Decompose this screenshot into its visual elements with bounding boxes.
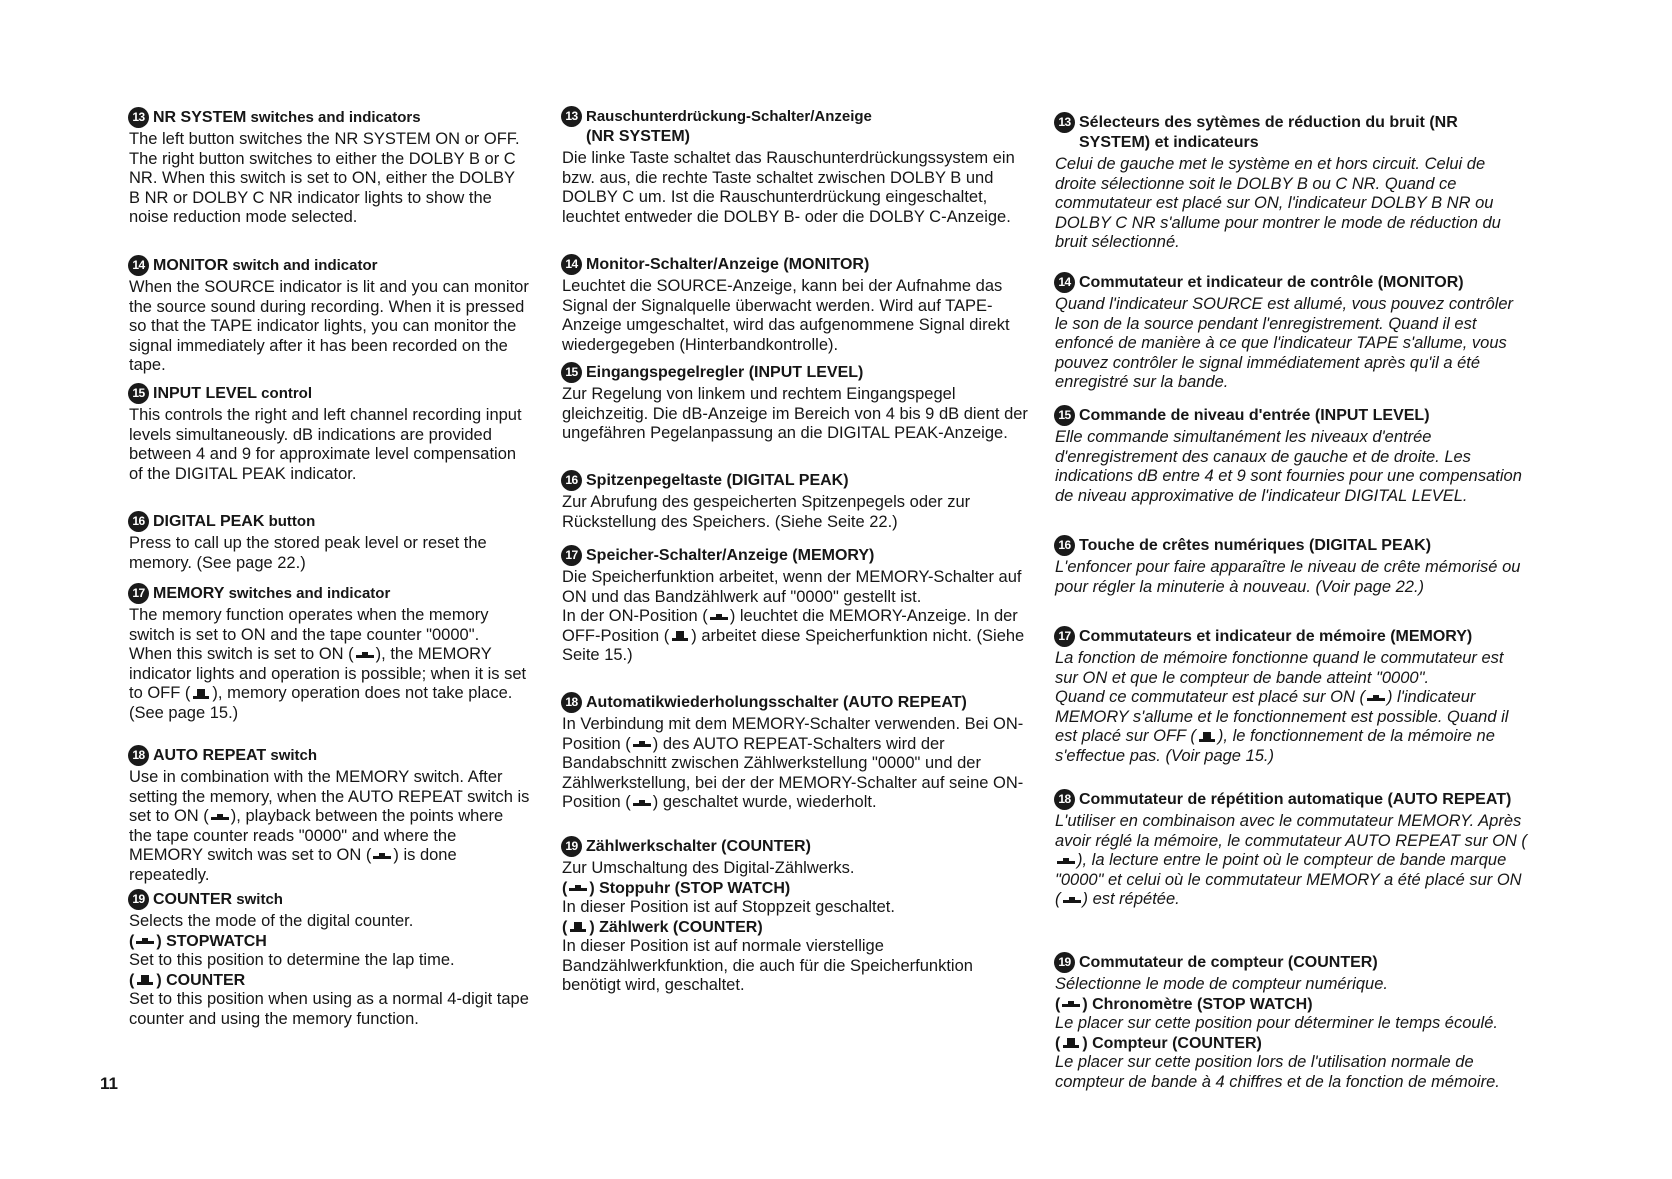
section-body: Use in combination with the MEMORY switch. After setting the memory, when the AUTO REPEAT switch is set to ON ( ), playback between the points where the tape counter reads "0000" and where the MEMORY switch was set to ON ( ) is done repeatedly.	[129, 768, 530, 884]
section-title: Commande de niveau d'entrée (INPUT LEVEL)	[1079, 407, 1430, 424]
de-section-16	[561, 471, 1033, 546]
section-title: AUTO REPEAT switch	[153, 747, 318, 764]
section-title: Sélecteurs des sytèmes de réduction du bruit (NR SYSTEM) et indicateurs	[1079, 114, 1458, 151]
section-body: Celui de gauche met le système en et hors circuit. Celui de droite sélectionne soit le DOLBY B ou C NR. Quand ce commutateur est placé sur ON, l'indicateur DOLBY B NR ou DOLBY C NR s'allume pour montrer le mode de réduction du bruit sélectionné.	[1055, 155, 1501, 251]
switch-off-icon	[1198, 732, 1216, 742]
switch-off-icon	[671, 631, 689, 641]
section-body: Zur Regelung von linkem und rechtem Eingangspegel gleichzeitig. Die dB-Anzeige im Bereich von 4 bis 9 dB dient der ungefähren Pegelanpassung an die DIGITAL PEAK-Anzeige.	[562, 385, 1028, 442]
item-number-17: 17	[561, 545, 582, 566]
section-body: La fonction de mémoire fonctionne quand le commutateur est sur ON et que le compteur de bande atteint "0000". Quand ce commutateur est placé sur ON ( ) l'indicateur MEMORY s'allume et le fonctionnement est possible. Quand il est placé sur OFF ( ), le fonctionnement de la mémoire ne s'effectue pas. (Voir page 15.)	[1055, 649, 1509, 765]
switch-on-icon	[373, 851, 391, 861]
section-title: Commutateurs et indicateur de mémoire (MEMORY)	[1079, 628, 1473, 645]
switch-off-icon	[569, 922, 587, 932]
item-number-15: 15	[561, 362, 582, 383]
item-number-16: 16	[128, 511, 149, 532]
de-section-17	[561, 546, 1033, 693]
switch-on-icon	[633, 798, 651, 808]
item-number-13: 13	[561, 106, 582, 127]
switch-off-icon	[1062, 1038, 1080, 1048]
counter-option-label: ( ) Compteur (COUNTER)	[1055, 1034, 1262, 1052]
item-number-18: 18	[561, 692, 582, 713]
section-body: Zur Umschaltung des Digital-Zählwerks. ( ) Stoppuhr (STOP WATCH) In dieser Position ist auf Stoppzeit geschaltet. ( ) Zählwerk (COUNTER) In dieser Position ist auf normale vierstellige Bandzählwerkfunktion, die auch für die Speicherfunktion benötigt wird, geschaltet.	[561, 859, 1033, 996]
de-section-13	[561, 107, 1033, 255]
de-section-19	[561, 837, 1033, 996]
switch-on-icon	[633, 739, 651, 749]
section-body: Leuchtet die SOURCE-Anzeige, kann bei der Aufnahme das Signal der Signalquelle überwacht werden. Wird auf TAPE-Anzeige umgeschaltet, wird das aufgenommene Signal direkt wiedergegeben (Hinterbandkontrolle).	[562, 277, 1010, 354]
section-body: This controls the right and left channel recording input levels simultaneously. dB indications are provided between 4 and 9 for approximate level compensation of the DIGITAL PEAK indicator.	[129, 406, 522, 483]
item-number-13: 13	[1054, 112, 1075, 133]
section-title: Commutateur de répétition automatique (AUTO REPEAT)	[1079, 791, 1512, 808]
item-number-19: 19	[128, 889, 149, 910]
stopwatch-option-label: ( ) Chronomètre (STOP WATCH)	[1055, 995, 1313, 1013]
en-section-18	[128, 746, 530, 890]
switch-on-icon	[1367, 693, 1385, 703]
section-body: Elle commande simultanément les niveaux d'entrée d'enregistrement des canaux de gauche et de droite. Les indications dB entre 4 et 9 sont fournies pour une compensation de niveau approximative de l'indicateur DIGITAL LEVEL.	[1055, 428, 1522, 505]
item-number-14: 14	[1054, 272, 1075, 293]
section-body: L'utiliser en combinaison avec le commutateur MEMORY. Après avoir réglé la mémoire, le commutateur AUTO REPEAT sur ON (), la lecture entre le point où le compteur de bande marque "0000" et celui où le commutateur MEMORY a été placé sur ON ( ) est répétée.	[1055, 812, 1527, 908]
item-number-15: 15	[128, 383, 149, 404]
section-body: Die Speicherfunktion arbeitet, wenn der MEMORY-Schalter auf ON und das Bandzählwerk auf "0000" gestellt ist. In der ON-Position ( ) leuchtet die MEMORY-Anzeige. In der OFF-Position ( ) arbeitet diese Speicherfunktion nicht. (Siehe Seite 15.)	[562, 568, 1025, 664]
de-section-15	[561, 363, 1033, 471]
fr-section-17	[1054, 627, 1530, 790]
section-body: Quand l'indicateur SOURCE est allumé, vous pouvez contrôler le son de la source pendant l'enregistrement. Quand il est enfoncé de manière à ce que l'indicateur TAPE s'allume, vous pouvez contrôler le signal immédiatement après qu'il a été enregistré sur la bande.	[1055, 295, 1514, 391]
item-number-19: 19	[1054, 952, 1075, 973]
switch-on-icon	[136, 936, 154, 946]
item-number-17: 17	[1054, 626, 1075, 647]
fr-section-15	[1054, 406, 1530, 536]
en-section-14	[128, 256, 530, 384]
section-body: Press to call up the stored peak level or reset the memory. (See page 22.)	[129, 534, 487, 572]
item-number-15: 15	[1054, 405, 1075, 426]
section-title: Commutateur et indicateur de contrôle (MONITOR)	[1079, 274, 1464, 291]
de-section-18	[561, 693, 1033, 837]
fr-section-18	[1054, 790, 1530, 953]
item-number-19: 19	[561, 836, 582, 857]
section-title: Commutateur de compteur (COUNTER)	[1079, 954, 1378, 971]
section-body: Die linke Taste schaltet das Rauschunterdrückungssystem ein bzw. aus, die rechte Taste schaltet zwischen DOLBY B und DOLBY C um. Ist die Rauschunterdrückung eingeschaltet, leuchtet entweder die DOLBY B- oder die DOLBY C-Anzeige.	[562, 149, 1015, 226]
en-section-19	[128, 890, 530, 1029]
switch-on-icon	[211, 812, 229, 822]
en-section-15	[128, 384, 530, 512]
section-title: MEMORY switches and indicator	[153, 585, 391, 602]
item-number-18: 18	[1054, 789, 1075, 810]
item-number-14: 14	[128, 255, 149, 276]
switch-on-icon	[569, 883, 587, 893]
fr-section-19	[1054, 953, 1530, 1092]
section-body: The left button switches the NR SYSTEM ON or OFF. The right button switches to either the DOLBY B or C NR. When this switch is set to ON, either the DOLBY B NR or DOLBY C NR indicator lights to show the noise reduction mode selected.	[129, 130, 520, 226]
switch-off-icon	[136, 975, 154, 985]
section-title: Speicher-Schalter/Anzeige (MEMORY)	[586, 547, 875, 564]
fr-section-16	[1054, 536, 1530, 627]
de-section-14	[561, 255, 1033, 363]
item-number-17: 17	[128, 583, 149, 604]
french-column	[1054, 113, 1530, 1092]
section-body: Sélectionne le mode de compteur numérique. ( ) Chronomètre (STOP WATCH) Le placer sur cette position pour déterminer le temps écoulé. ( ) Compteur (COUNTER) Le placer sur cette position lors de l'utilisation normale de compteur de bande à 4 chiffres et de la fonction de mémoire.	[1054, 975, 1530, 1092]
counter-option-label: ( ) COUNTER	[129, 971, 246, 989]
fr-section-14	[1054, 273, 1530, 406]
section-title: DIGITAL PEAK button	[153, 513, 316, 530]
switch-on-icon	[1057, 856, 1075, 866]
section-body: Zur Abrufung des gespeicherten Spitzenpegels oder zur Rückstellung des Speichers. (Siehe Seite 22.)	[562, 493, 971, 531]
en-section-17	[128, 584, 530, 746]
section-title: MONITOR switch and indicator	[153, 257, 378, 274]
item-number-14: 14	[561, 254, 582, 275]
section-title: Touche de crêtes numériques (DIGITAL PEAK)	[1079, 537, 1432, 554]
item-number-18: 18	[128, 745, 149, 766]
switch-on-icon	[1062, 999, 1080, 1009]
section-body: Selects the mode of the digital counter. ( ) STOPWATCH Set to this position to determine the lap time. ( ) COUNTER Set to this position when using as a normal 4-digit tape counter and using the memory function.	[129, 912, 529, 1028]
switch-off-icon	[192, 689, 210, 699]
section-title: Spitzenpegeltaste (DIGITAL PEAK)	[586, 472, 849, 489]
switch-on-icon	[710, 612, 728, 622]
page-number: 11	[100, 1074, 118, 1093]
en-section-13	[128, 108, 530, 256]
section-title: Monitor-Schalter/Anzeige (MONITOR)	[586, 256, 870, 273]
item-number-16: 16	[1054, 535, 1075, 556]
item-number-13: 13	[128, 107, 149, 128]
section-title: Zählwerkschalter (COUNTER)	[586, 838, 811, 855]
stopwatch-option-label: ( ) Stoppuhr (STOP WATCH)	[562, 879, 791, 897]
section-title: Automatikwiederholungsschalter (AUTO REPEAT)	[586, 694, 967, 711]
section-title: Eingangspegelregler (INPUT LEVEL)	[586, 364, 864, 381]
item-number-16: 16	[561, 470, 582, 491]
english-column	[128, 108, 530, 1029]
fr-section-13	[1054, 113, 1530, 273]
switch-on-icon	[1063, 895, 1081, 905]
stopwatch-option-label: ( ) STOPWATCH	[129, 932, 267, 950]
section-body: The memory function operates when the memory switch is set to ON and the tape counter "0000". When this switch is set to ON ( ), the MEMORY indicator lights and operation is possible; when it is set to OFF ( ), memory operation does not take place. (See page 15.)	[129, 606, 527, 722]
section-body: In Verbindung mit dem MEMORY-Schalter verwenden. Bei ON-Position ( ) des AUTO REPEAT-Schalters wird der Bandabschnitt zwischen Zählwerkstellung "0000" und der Zählwerkstellung, bei der der MEMORY-Schalter auf seine ON-Position ( ) geschaltet wurde, wiederholt.	[562, 715, 1024, 811]
german-column	[561, 107, 1033, 996]
en-section-16	[128, 512, 530, 584]
section-title: NR SYSTEM switches and indicators	[153, 109, 421, 126]
switch-on-icon	[356, 650, 374, 660]
section-title: INPUT LEVEL control	[153, 385, 313, 402]
section-title: COUNTER switch	[153, 891, 283, 908]
section-body: When the SOURCE indicator is lit and you can monitor the source sound during recording. When it is pressed so that the TAPE indicator lights, you can monitor the signal immediately after it has been recorded on the tape.	[129, 278, 529, 374]
counter-option-label: ( ) Zählwerk (COUNTER)	[562, 918, 763, 936]
section-title: Rauschunterdrückung-Schalter/Anzeige (NR SYSTEM)	[586, 108, 872, 145]
section-body: L'enfoncer pour faire apparaître le niveau de crête mémorisé ou pour régler la minuterie à nouveau. (Voir page 22.)	[1055, 558, 1521, 596]
